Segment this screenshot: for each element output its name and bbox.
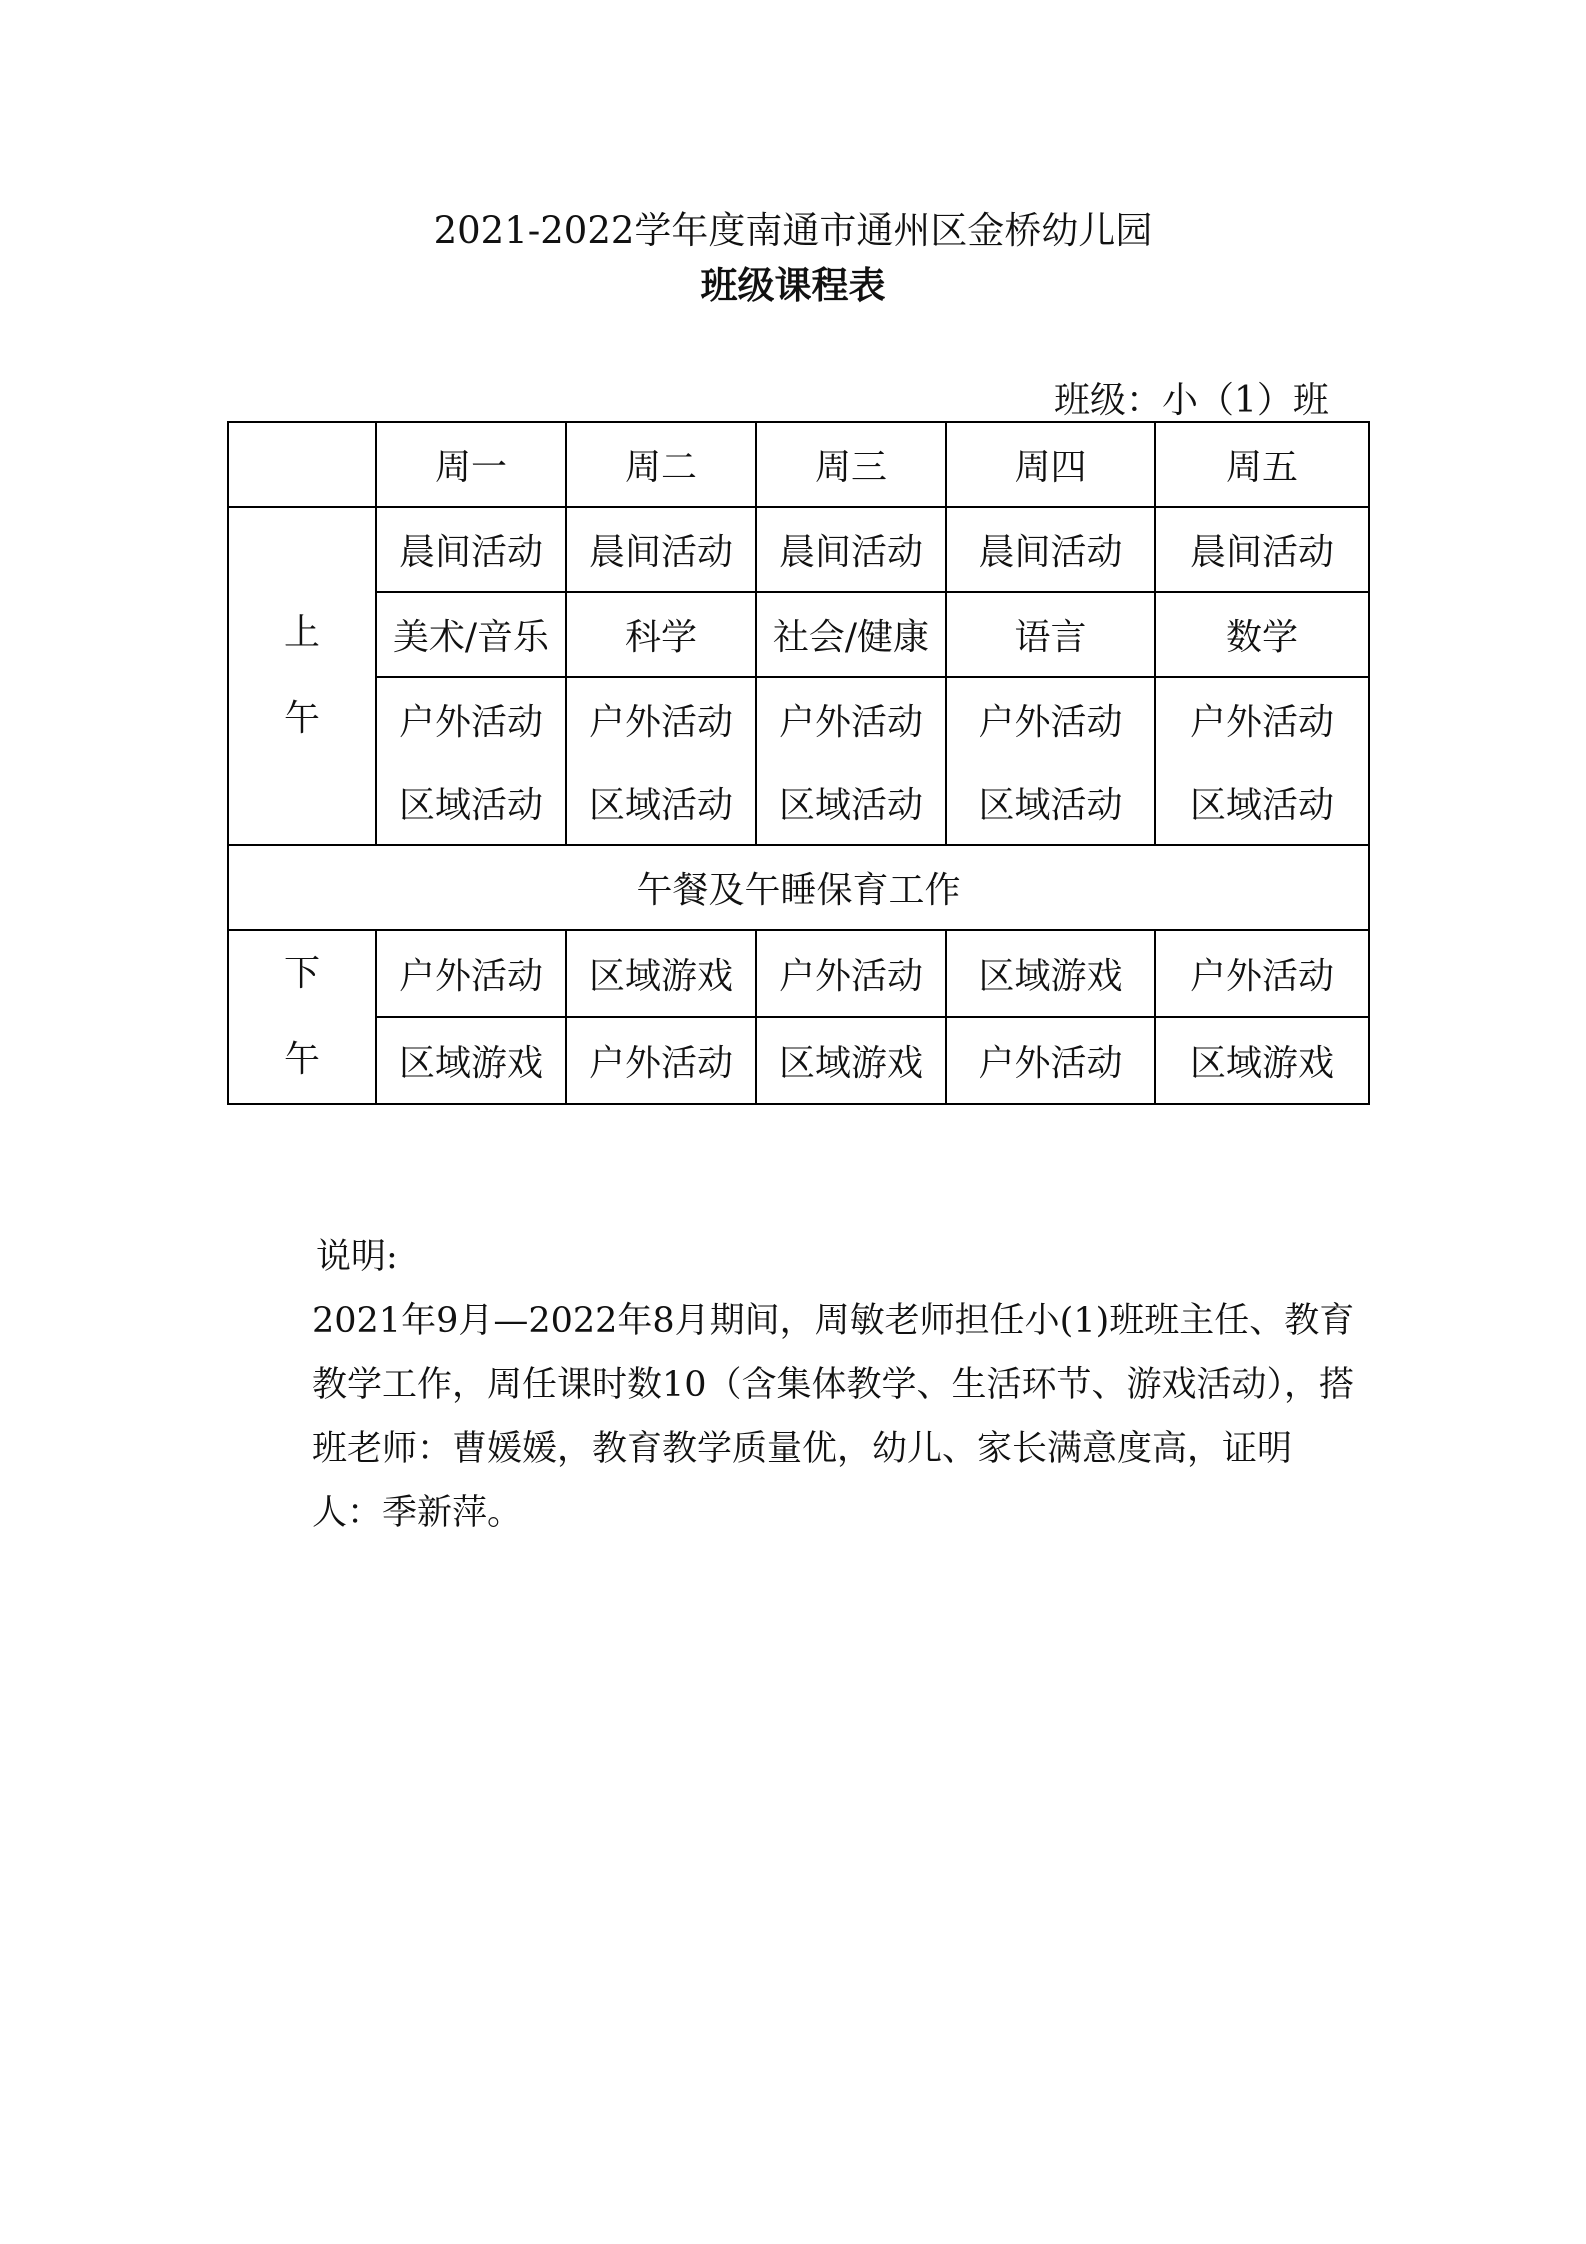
schedule-cell: 户外活动 bbox=[1155, 930, 1369, 1017]
schedule-cell: 户外活动 bbox=[376, 677, 566, 761]
schedule-cell: 户外活动 bbox=[376, 930, 566, 1017]
document-subtitle: 班级课程表 bbox=[700, 263, 886, 307]
schedule-cell: 晨间活动 bbox=[756, 507, 946, 592]
afternoon-row bbox=[228, 930, 1369, 1017]
day-header: 周三 bbox=[756, 422, 946, 507]
schedule-cell: 晨间活动 bbox=[376, 507, 566, 592]
schedule-cell: 户外活动 bbox=[946, 1017, 1155, 1104]
noon-row bbox=[228, 845, 1369, 930]
morning-row bbox=[228, 761, 1369, 845]
schedule-cell: 美术/音乐 bbox=[376, 592, 566, 677]
schedule-cell: 科学 bbox=[566, 592, 756, 677]
period-char: 午 bbox=[283, 1039, 320, 1080]
schedule-cell: 社会/健康 bbox=[756, 592, 946, 677]
class-label: 班级：小（1）班 bbox=[1054, 380, 1329, 421]
schedule-cell: 语言 bbox=[946, 592, 1155, 677]
schedule-cell: 户外活动 bbox=[756, 677, 946, 761]
notes-label: 说明: bbox=[316, 1237, 398, 1277]
afternoon-row bbox=[228, 1017, 1369, 1104]
notes-body: 2021年9月—2022年8月期间，周敏老师担任小(1)班班主任、教育教学工作，周任课时数10（含集体教学、生活环节、游戏活动），搭班老师：曹媛媛，教育教学质量优，幼儿、家长满意度高，证明人：季新萍。 bbox=[312, 1301, 1355, 1533]
schedule-cell: 区域游戏 bbox=[756, 1017, 946, 1104]
schedule-cell: 区域活动 bbox=[566, 761, 756, 845]
schedule-table bbox=[227, 421, 1370, 1105]
header-row bbox=[228, 422, 1369, 507]
document-title: 2021-2022学年度南通市通州区金桥幼儿园 bbox=[433, 209, 1153, 252]
schedule-cell: 区域游戏 bbox=[566, 930, 756, 1017]
period-char: 下 bbox=[283, 953, 320, 994]
morning-row bbox=[228, 507, 1369, 592]
morning-period-label bbox=[228, 507, 376, 845]
schedule-cell: 区域活动 bbox=[756, 761, 946, 845]
day-header: 周五 bbox=[1155, 422, 1369, 507]
day-header: 周四 bbox=[946, 422, 1155, 507]
schedule-cell: 晨间活动 bbox=[946, 507, 1155, 592]
period-char: 上 bbox=[283, 612, 320, 653]
schedule-cell: 区域游戏 bbox=[376, 1017, 566, 1104]
schedule-cell: 数学 bbox=[1155, 592, 1369, 677]
schedule-cell: 户外活动 bbox=[946, 677, 1155, 761]
schedule-cell: 户外活动 bbox=[1155, 677, 1369, 761]
afternoon-period-label bbox=[228, 930, 376, 1104]
schedule-cell: 晨间活动 bbox=[1155, 507, 1369, 592]
schedule-cell: 区域活动 bbox=[946, 761, 1155, 845]
schedule-cell: 区域活动 bbox=[1155, 761, 1369, 845]
schedule-cell: 户外活动 bbox=[756, 930, 946, 1017]
schedule-cell: 户外活动 bbox=[566, 1017, 756, 1104]
schedule-cell: 区域活动 bbox=[376, 761, 566, 845]
schedule-cell: 晨间活动 bbox=[566, 507, 756, 592]
schedule-cell: 户外活动 bbox=[566, 677, 756, 761]
morning-row bbox=[228, 677, 1369, 761]
corner-cell bbox=[228, 422, 376, 507]
morning-row bbox=[228, 592, 1369, 677]
notes-section bbox=[240, 1225, 1360, 1545]
day-header: 周一 bbox=[376, 422, 566, 507]
noon-cell: 午餐及午睡保育工作 bbox=[228, 845, 1369, 930]
schedule-cell: 区域游戏 bbox=[946, 930, 1155, 1017]
schedule-cell: 区域游戏 bbox=[1155, 1017, 1369, 1104]
day-header: 周二 bbox=[566, 422, 756, 507]
period-char: 午 bbox=[283, 698, 320, 739]
